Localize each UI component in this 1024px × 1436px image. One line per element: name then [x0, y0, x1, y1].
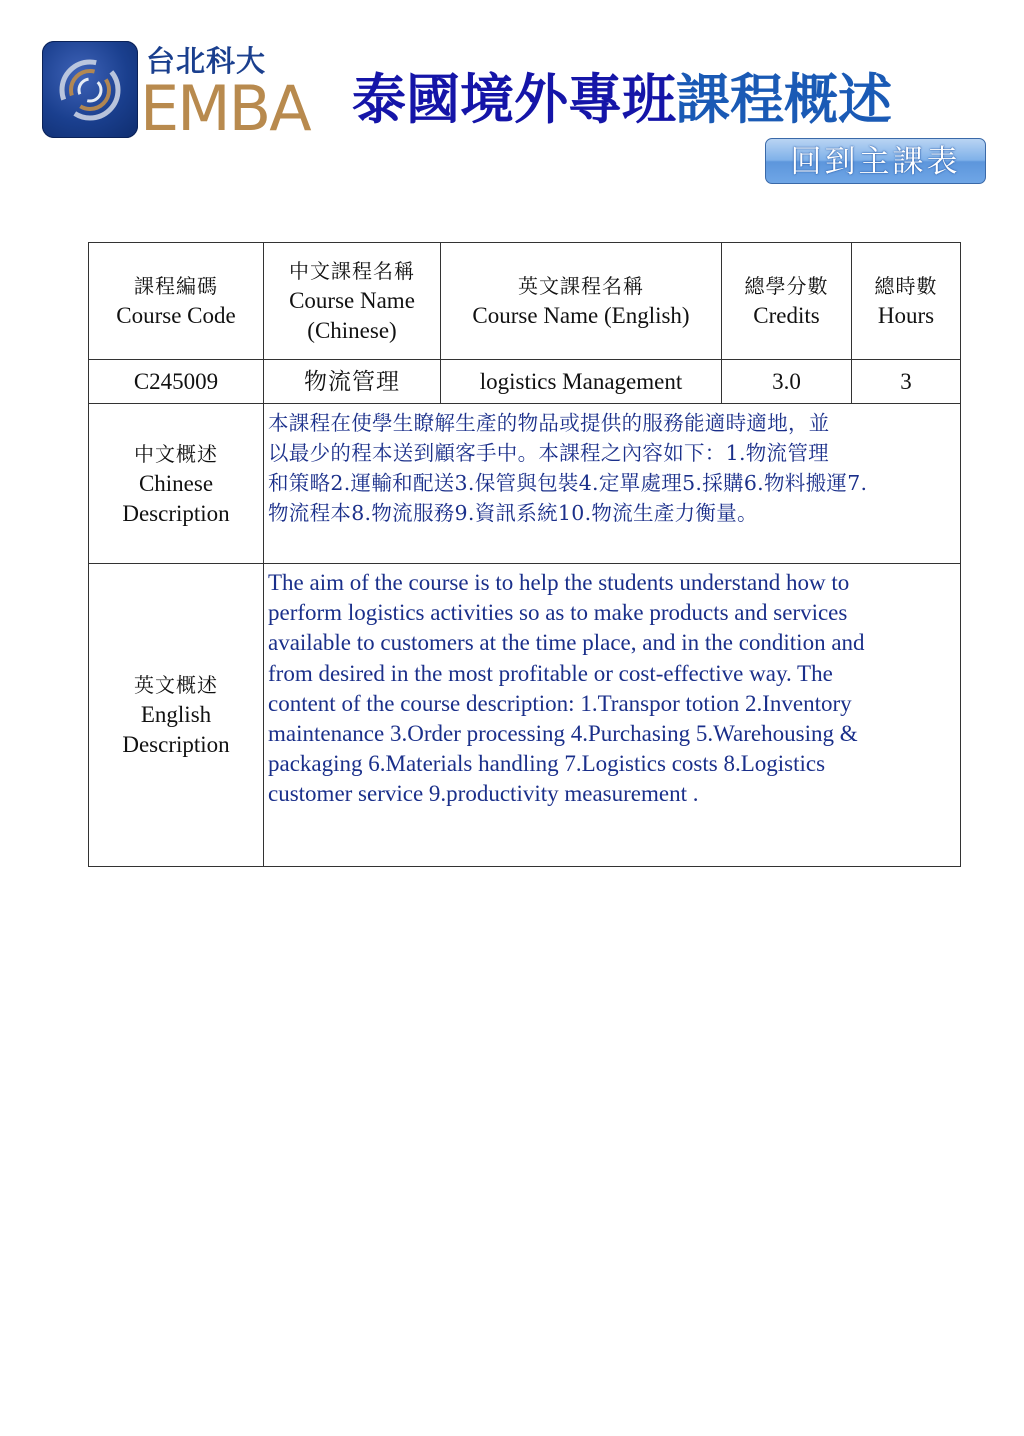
logo-emba-text: EMBA: [140, 72, 310, 145]
chinese-description-label: 中文概述 Chinese Description: [89, 404, 264, 564]
header-hours: 總時數 Hours: [852, 243, 961, 360]
course-info-table: [88, 242, 961, 867]
credits-value: 3.0: [722, 360, 852, 404]
header-credits: 總學分數 Credits: [722, 243, 852, 360]
header-course-code: 課程編碼 Course Code: [89, 243, 264, 360]
table-row: [89, 360, 961, 404]
header-course-name-english: 英文課程名稱 Course Name (English): [441, 243, 722, 360]
course-code-value: C245009: [89, 360, 264, 404]
header-course-name-chinese: 中文課程名稱 Course Name (Chinese): [264, 243, 441, 360]
logo-school-name: 台北科大: [146, 44, 267, 78]
page-title: [352, 66, 892, 134]
swirl-icon: [42, 41, 138, 138]
hours-value: 3: [852, 360, 961, 404]
chinese-description-row: [89, 404, 961, 564]
english-description-label: 英文概述 English Description: [89, 564, 264, 867]
page-title-overview: 課程概述: [676, 68, 892, 131]
english-description-text: The aim of the course is to help the students understand how to perform logistics activities so as to make products and services available to customers at the time place, and in the condition and from desired in the most profitable or cost-effective way. The content of the course description: 1.Transpor totion 2.Inventory maintenance 3.Order processing 4.Purchasing 5.Warehousing & packaging 6.Materials handling 7.Logistics costs 8.Logistics customer service 9.productivity measurement .: [264, 564, 961, 867]
table-header-row: [89, 243, 961, 360]
back-to-schedule-button[interactable]: 回到主課表: [765, 138, 986, 184]
course-name-english-value: logistics Management: [441, 360, 722, 404]
english-description-row: [89, 564, 961, 867]
page-title-program: 泰國境外專班: [352, 68, 676, 131]
emba-logo-emblem: [42, 41, 138, 138]
chinese-description-text: 本課程在使學生瞭解生產的物品或提供的服務能適時適地，並 以最少的程本送到顧客手中。本課程之內容如下：1.物流管理 和策略2.運輸和配送3.保管與包裝4.定單處理5.採購6.物料搬運7. 物流程本8.物流服務9.資訊系統10.物流生產力衡量。: [264, 404, 961, 564]
course-name-chinese-value: 物流管理: [264, 360, 441, 404]
